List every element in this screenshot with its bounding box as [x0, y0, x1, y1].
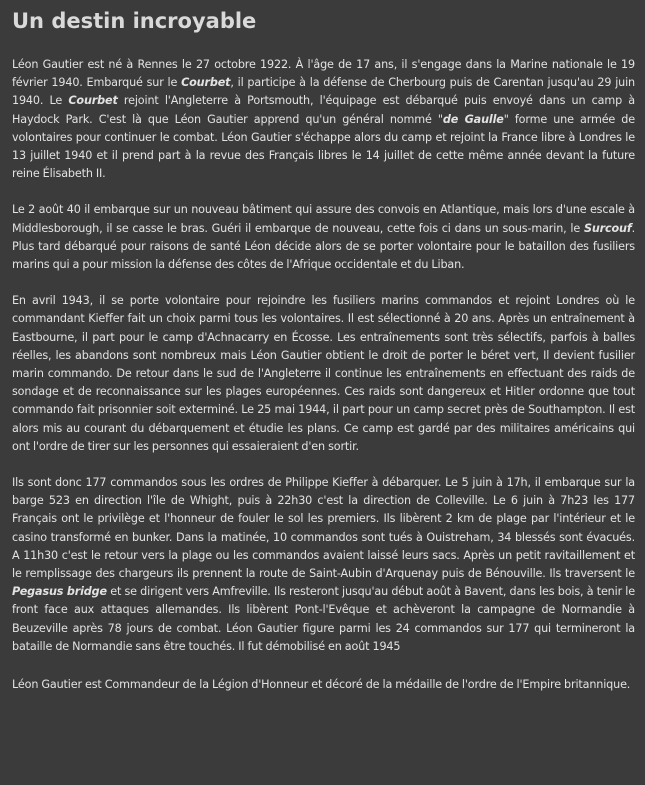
- paragraph-early-life: [12, 56, 635, 183]
- general-name-de-gaulle: de Gaulle: [442, 112, 504, 126]
- text-run: . Plus tard débarqué pour raisons de santé Léon décide alors de se porter volontaire pour le bataillon des fusiliers marins qui a pour mission la défense des côtes de l'Afrique occidentale et du Liban.: [12, 221, 635, 272]
- text-run: Ils sont donc 177 commandos sous les ordres de Philippe Kieffer à débarquer. Le 5 juin à 17h, il embarque sur la barge 523 en direction l'île de Whight, puis à 22h30 c'est la direction de Colleville. Le 6 juin à 7h23 les 177 Français ont le privilège et l'honneur de fouler le sol les premiers. Ils libèrent 2 km de plage par l'intérieur et le casino transformé en bunker. Dans la matinée, 10 commandos sont tués à Ouistreham, 34 blessés sont évacués. A 11h30 c'est le retour vers la plage ou les commandos avaient laissé leurs sacs. Après un petit ravitaillement et le remplissage des chargeurs ils prennent la route de Saint-Aubin d'Arquenay puis de Bénouville. Ils traversent le: [12, 476, 635, 581]
- submarine-name-surcouf: Surcouf: [583, 221, 632, 235]
- paragraph-honours: Léon Gautier est Commandeur de la Légion d'Honneur et décoré de la médaille de l'ordre de l'Empire britannique.: [12, 678, 631, 692]
- page-title: Un destin incroyable: [12, 9, 257, 33]
- bridge-name-pegasus: Pegasus bridge: [12, 585, 107, 599]
- ship-name-courbet: Courbet: [181, 76, 231, 90]
- text-run: , il participe à la défense de Cherbourg puis de Carentan jusqu'au 29 juin 1940. Le: [12, 76, 635, 108]
- text-run: rejoint l'Angleterre à Portsmouth, l'équipage est débarqué puis envoyé dans un camp à Haydock Park. C'est là que Léon Gautier apprend qu'un général nommé ": [12, 94, 636, 126]
- text-run: Le 2 août 40 il embarque sur un nouveau bâtiment qui assure des convois en Atlantique, mais lors d'une escale à Middlesborough, il se casse le bras. Guéri il embarque de nouveau, cette fois ci dans un sous-marin, le: [12, 203, 635, 235]
- ship-name-courbet: Courbet: [68, 94, 118, 108]
- paragraph-navy-service: [12, 201, 635, 274]
- text-run: " forme une armée de volontaires pour continuer le combat. Léon Gautier s'échappe alors du camp et rejoint la France libre à Londres le 13 juillet 1940 et il prend part à la revue des Français libres le 14 juillet de cette même année devant la future reine Élisabeth II.: [12, 112, 635, 181]
- text-run: et se dirigent vers Amfreville. Ils resteront jusqu'au début août à Bavent, dans les bois, à tenir le front face aux attaques allemandes. Ils libèrent Pont-l'Evêque et achèveront la campagne de Normandie à Beuzeville après 78 jours de combat. Léon Gautier figure parmi les 24 commandos sur 177 qui termineront la bataille de Normandie sans être touchés. Il fut démobilisé en août 1945: [12, 585, 635, 653]
- paragraph-d-day: [12, 474, 635, 656]
- article-body: [12, 56, 635, 694]
- text-run: Léon Gautier est né à Rennes le 27 octobre 1922. À l'âge de 17 ans, il s'engage dans la Marine nationale le 19 février 1940. Embarqué sur le: [12, 58, 635, 90]
- paragraph-commando-training: En avril 1943, il se porte volontaire pour rejoindre les fusiliers marins commandos et rejoint Londres où le commandant Kieffer fait un choix parmi tous les volontaires. Il est sélectionné à 20 ans. Après un entraînement à Eastbourne, il part pour le camp d'Achnacarry en Écosse. Les entraînements sont très sélectifs, parfois à balles réelles, les abandons sont nombreux mais Léon Gautier obtient le droit de porter le béret vert, Il devient fusilier marin commando. De retour dans le sud de l'Angleterre il continue les entraînements en effectuant des raids de sondage et de reconnaissance sur les plages européennes. Ces raids sont dangereux et Hitler ordonne que tout commando fait prisonnier soit exterminé. Le 25 mai 1944, il part pour un camp secret près de Southampton. Il est alors mis au courant du débarquement et étudie les plans. Ce camp est gardé par des militaires américains qui ont l'ordre de tirer sur les personnes qui essaieraient d'en sortir.: [12, 294, 635, 453]
